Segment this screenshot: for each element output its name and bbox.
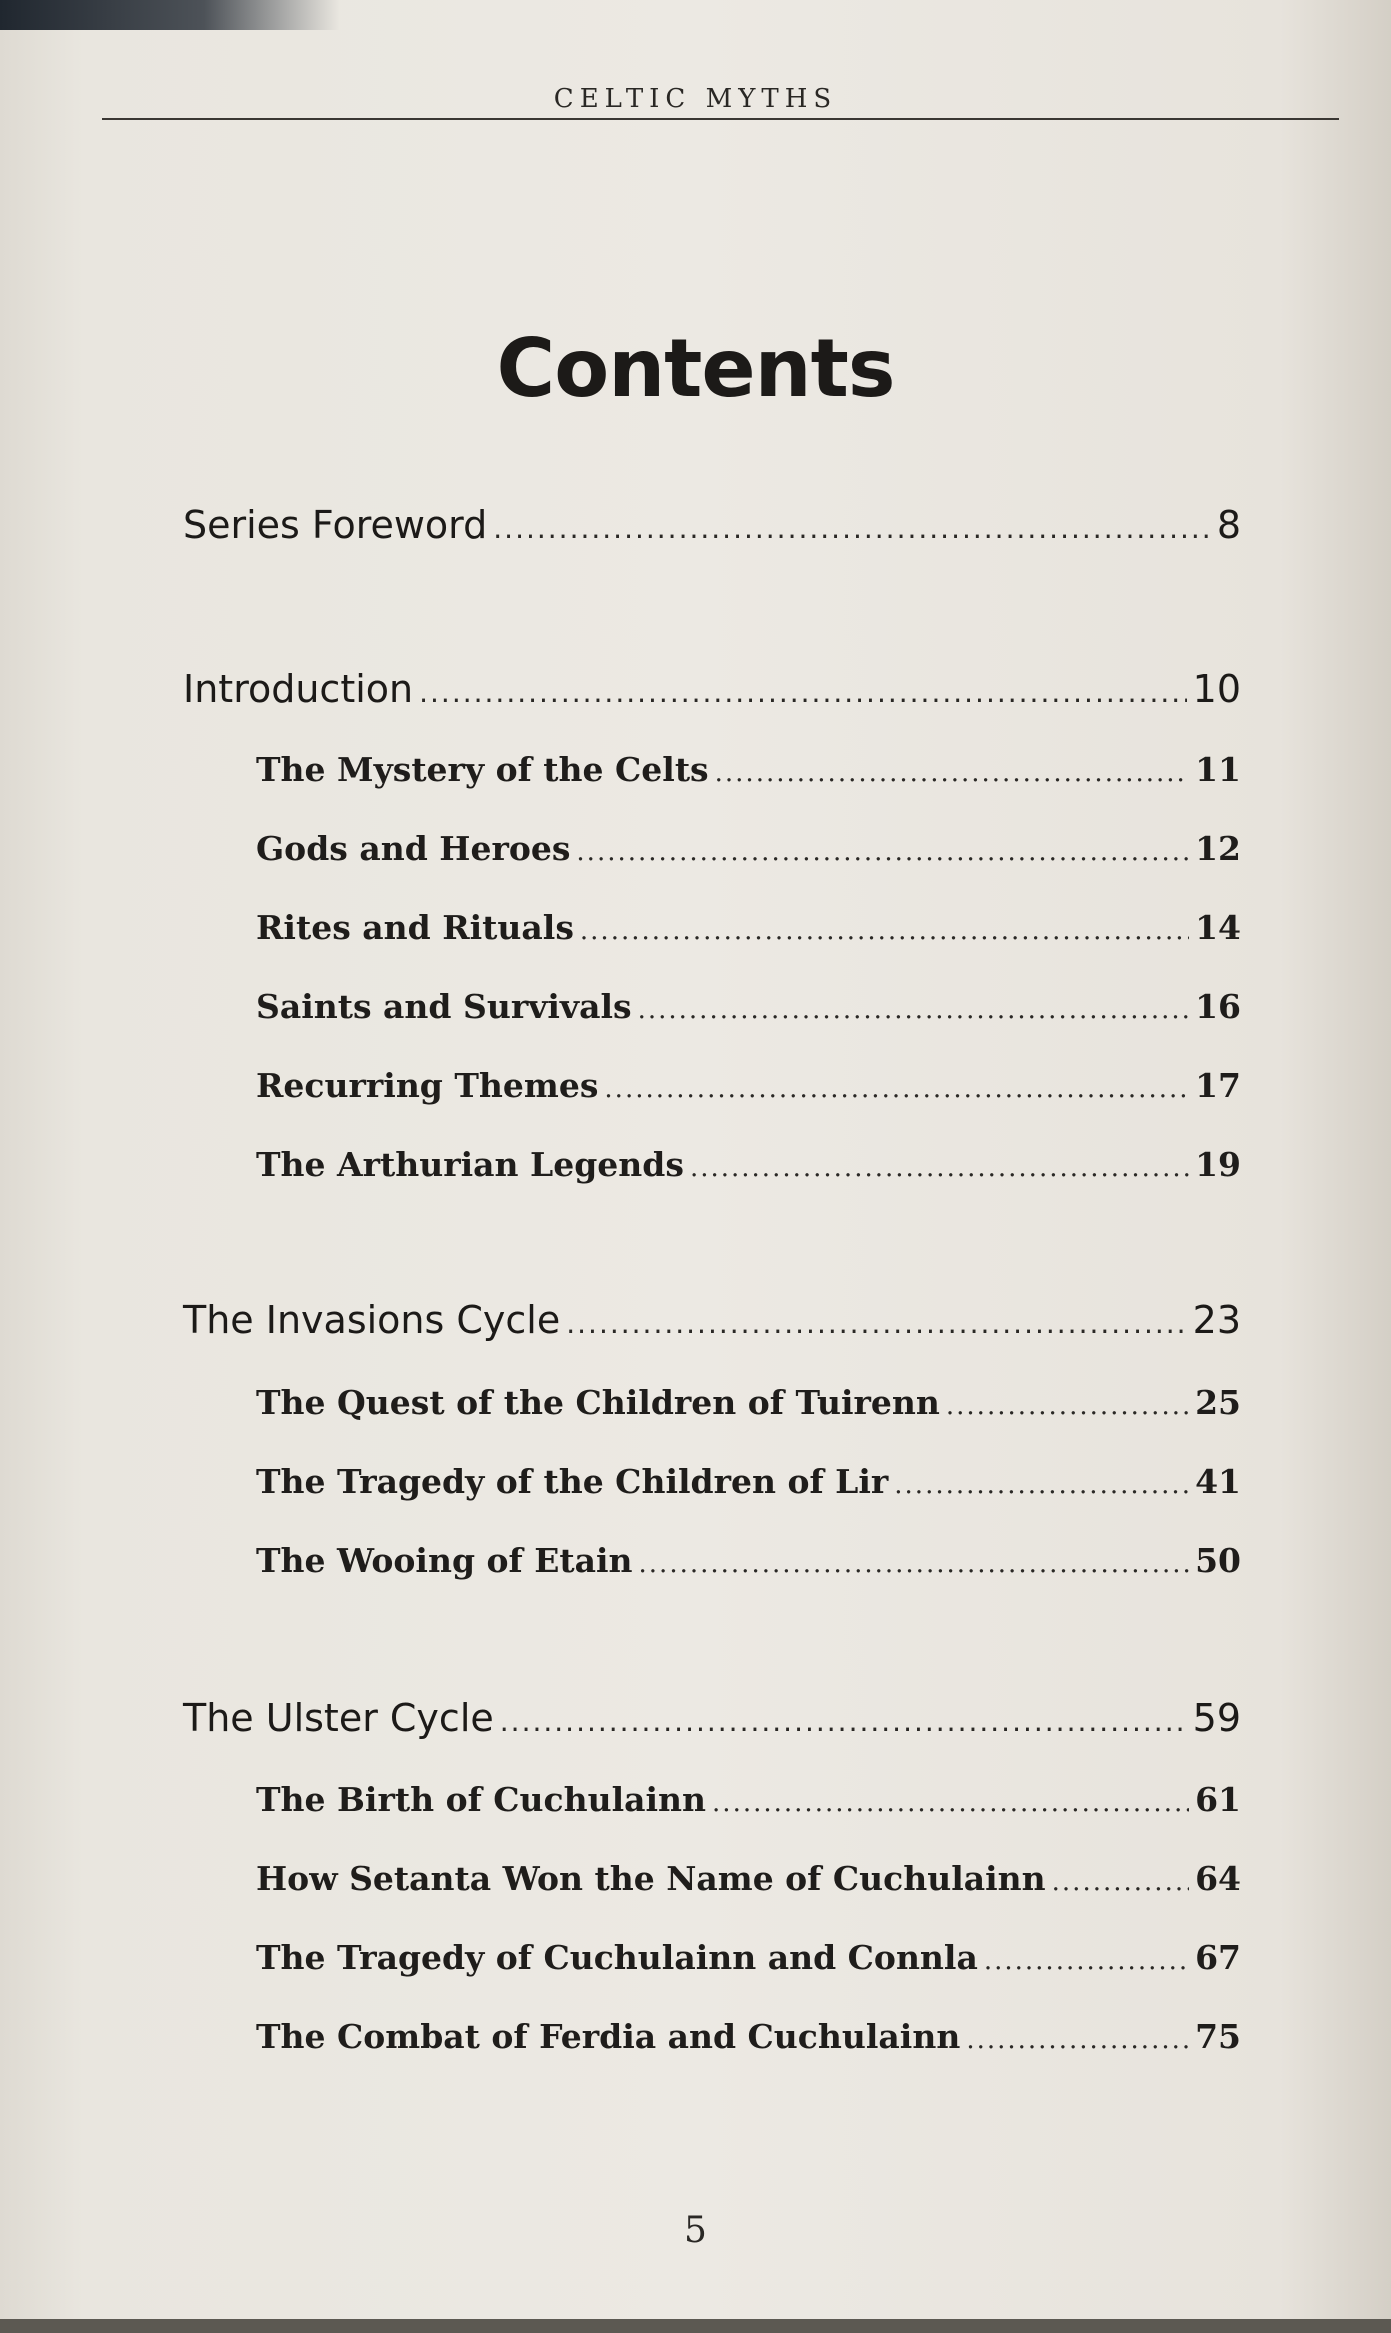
toc-entry-title: The Tragedy of Cuchulainn and Connla <box>256 1938 978 1977</box>
dot-leader <box>638 995 1189 1025</box>
toc-entry-page: 64 <box>1195 1859 1241 1898</box>
toc-entry-title: The Mystery of the Celts <box>256 750 709 789</box>
toc-subentry <box>256 1383 1241 1422</box>
toc-entry-title: The Quest of the Children of Tuirenn <box>256 1383 940 1422</box>
toc-entry-invasions-cycle <box>183 1298 1241 1342</box>
toc-subentry <box>256 987 1241 1026</box>
toc-entry-title: How Setanta Won the Name of Cuchulainn <box>256 1859 1046 1898</box>
header-rule <box>102 118 1339 120</box>
dot-leader <box>984 1946 1189 1976</box>
toc-entry-title: Rites and Rituals <box>256 908 574 947</box>
dot-leader <box>946 1391 1189 1421</box>
dot-leader <box>715 758 1189 788</box>
toc-entry-title: The Ulster Cycle <box>183 1696 494 1740</box>
dot-leader <box>580 916 1189 946</box>
dot-leader <box>639 1549 1190 1579</box>
toc-subentry <box>256 1541 1241 1580</box>
page-title: Contents <box>496 322 895 415</box>
toc-entry-page: 75 <box>1195 2017 1241 2056</box>
dot-leader <box>1052 1867 1189 1897</box>
toc-entry-page: 11 <box>1195 750 1241 789</box>
toc-entry-title: The Combat of Ferdia and Cuchulainn <box>256 2017 961 2056</box>
toc-entry-title: Series Foreword <box>183 503 488 547</box>
toc-entry-title: Gods and Heroes <box>256 829 571 868</box>
toc-entry-page: 8 <box>1216 503 1241 547</box>
dot-leader <box>966 2025 1189 2055</box>
toc-entry-page: 41 <box>1195 1462 1241 1501</box>
toc-subentry <box>256 1066 1241 1105</box>
toc-entry-page: 12 <box>1195 829 1241 868</box>
toc-entry-title: Introduction <box>183 667 414 711</box>
toc-entry-page: 14 <box>1195 908 1241 947</box>
dot-leader <box>604 1074 1189 1104</box>
page-number: 5 <box>684 2210 707 2251</box>
toc-entry-introduction <box>183 667 1241 711</box>
toc-entry-page: 19 <box>1195 1145 1241 1184</box>
scan-edge <box>0 0 340 30</box>
toc-entry-title: The Wooing of Etain <box>256 1541 633 1580</box>
toc-entry-page: 10 <box>1192 667 1241 711</box>
toc-entry-title: The Birth of Cuchulainn <box>256 1780 707 1819</box>
scan-edge-bottom <box>0 2319 1391 2333</box>
dot-leader <box>419 676 1187 709</box>
toc-entry-title: The Tragedy of the Children of Lir <box>256 1462 889 1501</box>
toc-subentry <box>256 1462 1241 1501</box>
dot-leader <box>566 1307 1186 1340</box>
toc-entry-page: 16 <box>1195 987 1241 1026</box>
toc-entry-title: Saints and Survivals <box>256 987 632 1026</box>
toc-entry-title: The Invasions Cycle <box>183 1298 561 1342</box>
dot-leader <box>894 1470 1189 1500</box>
toc-subentry <box>256 750 1241 789</box>
toc-entry-series-foreword <box>183 503 1241 547</box>
toc-subentry <box>256 1859 1241 1898</box>
dot-leader <box>712 1788 1189 1818</box>
toc-entry-title: The Arthurian Legends <box>256 1145 684 1184</box>
toc-entry-page: 50 <box>1195 1541 1241 1580</box>
toc-subentry <box>256 908 1241 947</box>
toc-subentry <box>256 829 1241 868</box>
dot-leader <box>493 512 1211 545</box>
running-head: CELTIC MYTHS <box>553 84 838 114</box>
dot-leader <box>576 837 1189 867</box>
toc-entry-title: Recurring Themes <box>256 1066 599 1105</box>
dot-leader <box>500 1705 1187 1738</box>
toc-entry-page: 25 <box>1195 1383 1241 1422</box>
toc-subentry <box>256 1938 1241 1977</box>
toc-entry-page: 67 <box>1195 1938 1241 1977</box>
dot-leader <box>690 1153 1189 1183</box>
toc-entry-ulster-cycle <box>183 1696 1241 1740</box>
toc-entry-page: 17 <box>1195 1066 1241 1105</box>
toc-entry-page: 61 <box>1195 1780 1241 1819</box>
toc-subentry <box>256 1780 1241 1819</box>
toc-subentry <box>256 1145 1241 1184</box>
toc-entry-page: 23 <box>1192 1298 1241 1342</box>
toc-subentry <box>256 2017 1241 2056</box>
toc-entry-page: 59 <box>1192 1696 1241 1740</box>
